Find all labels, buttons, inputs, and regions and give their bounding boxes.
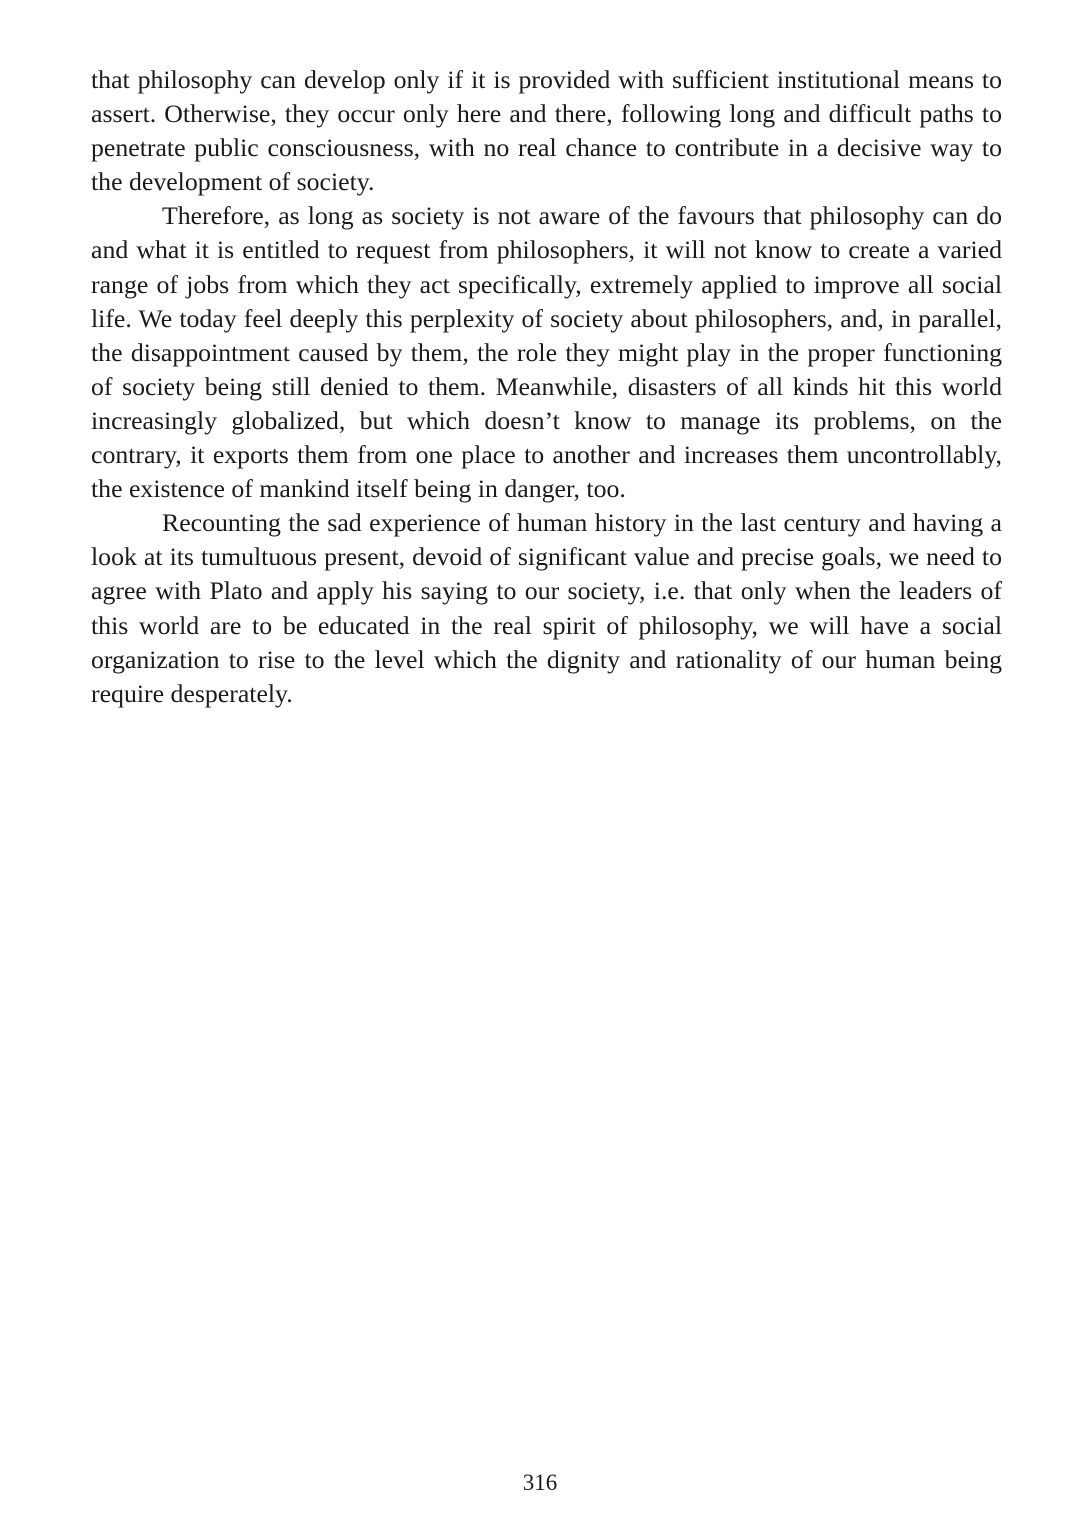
paragraph-society-awareness: Therefore, as long as society is not aware of the favours that philosophy can do and what it is entitled to request from philosophers, it will not know to create a varied range of jobs from which they act specifically, extremely applied to improve all social life. We today feel deeply this perplexity of society about philosophers, and, in parallel, the disappointment caused by them, the role they might play in the proper functioning of society being still denied to them. Meanwhile, disasters of all kinds hit this world increasingly globalized, but which doesn’t know to manage its problems, on the contrary, it exports them from one place to another and increases them uncontrollably, the existence of mankind itself being in danger, too. xyxy=(91,201,1002,504)
paragraph-continuation: that philosophy can develop only if it is provided with sufficient institutional means to assert. Otherwise, they occur only here and there, following long and difficult paths to penetrate public consciousness, with no real chance to contribute in a decisive way to the development of society. xyxy=(91,65,1002,197)
paragraph-plato-conclusion: Recounting the sad experience of human history in the last century and having a look at its tumultuous present, devoid of significant value and precise goals, we need to agree with Plato and apply his saying to our society, i.e. that only when the leaders of this world are to be educated in the real spirit of philosophy, we will have a social organization to rise to the level which the dignity and rationality of our human being require desperately. xyxy=(91,508,1002,708)
page-number: 316 xyxy=(522,1470,558,1495)
body-text xyxy=(91,63,1002,711)
